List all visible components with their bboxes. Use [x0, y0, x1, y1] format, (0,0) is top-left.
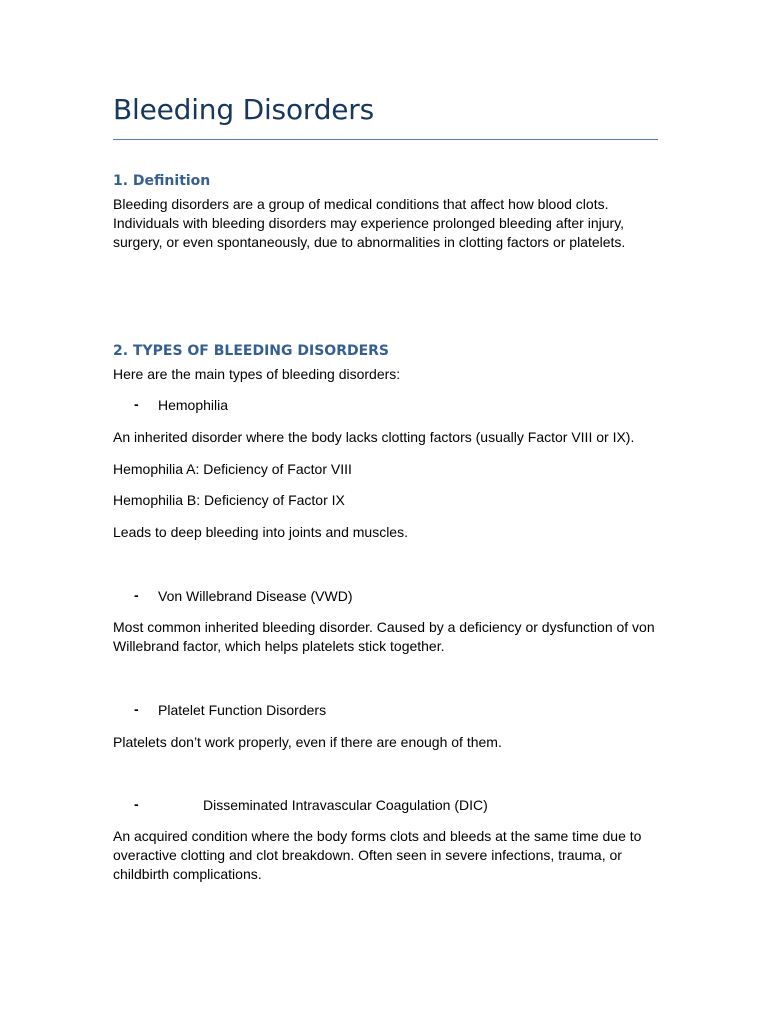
hemophilia-a: Hemophilia A: Deficiency of Factor VIII	[113, 461, 352, 477]
vwd-description-line-1: Most common inherited bleeding disorder. Caused by a deficiency or dysfunction of von	[113, 619, 655, 635]
bullet-dash: -	[134, 396, 139, 412]
types-heading-number: 2.	[113, 343, 129, 359]
hemophilia-effect: Leads to deep bleeding into joints and muscles.	[113, 524, 408, 540]
dic-label: Disseminated Intravascular Coagulation (DIC)	[203, 797, 488, 813]
definition-line-3: surgery, or even spontaneously, due to abnormalities in clotting factors or platelets.	[113, 234, 626, 250]
bullet-dash: -	[134, 587, 139, 603]
definition-line-2: Individuals with bleeding disorders may experience prolonged bleeding after injury,	[113, 215, 625, 231]
platelet-label: Platelet Function Disorders	[158, 702, 327, 718]
dic-description-line-1: An acquired condition where the body forms clots and bleeds at the same time due to	[113, 828, 642, 844]
vwd-description-line-2: Willebrand factor, which helps platelets stick together.	[113, 638, 445, 654]
types-heading-text: TYPES OF BLEEDING DISORDERS	[128, 343, 390, 359]
bullet-dash: -	[134, 796, 139, 812]
title-underline-rule	[113, 139, 658, 140]
dic-description-line-2: overactive clotting and clot breakdown. Often seen in severe infections, trauma, or	[113, 847, 622, 863]
types-heading	[113, 343, 389, 359]
hemophilia-label: Hemophilia	[158, 397, 229, 413]
definition-line-1: Bleeding disorders are a group of medical conditions that affect how blood clots.	[113, 196, 609, 212]
types-intro: Here are the main types of bleeding disorders:	[113, 366, 401, 382]
hemophilia-description: An inherited disorder where the body lacks clotting factors (usually Factor VIII or IX).	[113, 429, 635, 445]
platelet-description: Platelets don’t work properly, even if there are enough of them.	[113, 734, 502, 750]
hemophilia-b: Hemophilia B: Deficiency of Factor IX	[113, 492, 345, 508]
dic-description-line-3: childbirth complications.	[113, 866, 262, 882]
document-title: Bleeding Disorders	[113, 93, 374, 126]
definition-heading: 1. Definition	[113, 173, 211, 189]
vwd-label: Von Willebrand Disease (VWD)	[158, 588, 353, 604]
bullet-dash: -	[134, 701, 139, 717]
